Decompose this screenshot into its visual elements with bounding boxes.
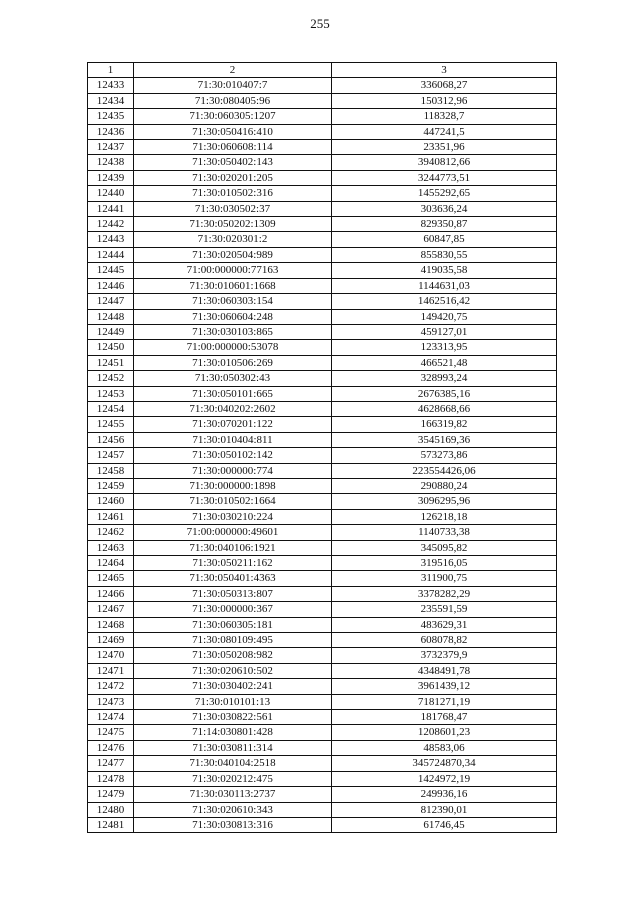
table-body bbox=[88, 63, 557, 833]
cadastral-number-cell: 71:30:010407:7 bbox=[134, 78, 332, 93]
page-number: 255 bbox=[310, 16, 330, 31]
table-row bbox=[88, 401, 557, 416]
cadastral-number-cell: 71:30:080109:495 bbox=[134, 633, 332, 648]
cadastral-number-cell: 71:30:040202:2602 bbox=[134, 401, 332, 416]
value-cell: 319516,05 bbox=[332, 556, 557, 571]
cadastral-number-cell: 71:30:050401:4363 bbox=[134, 571, 332, 586]
table-row bbox=[88, 802, 557, 817]
cadastral-number-cell: 71:30:040104:2518 bbox=[134, 756, 332, 771]
row-number-cell: 12473 bbox=[88, 694, 134, 709]
table-row bbox=[88, 232, 557, 247]
table-row bbox=[88, 417, 557, 432]
cadastral-number-cell: 71:30:020504:989 bbox=[134, 247, 332, 262]
value-cell: 459127,01 bbox=[332, 324, 557, 339]
row-number-cell: 12455 bbox=[88, 417, 134, 432]
row-number-cell: 12433 bbox=[88, 78, 134, 93]
table-row bbox=[88, 247, 557, 262]
row-number-cell: 12469 bbox=[88, 633, 134, 648]
value-cell: 235591,59 bbox=[332, 602, 557, 617]
table-row bbox=[88, 170, 557, 185]
row-number-cell: 12472 bbox=[88, 679, 134, 694]
table-row bbox=[88, 186, 557, 201]
row-number-cell: 12450 bbox=[88, 340, 134, 355]
row-number-cell: 12479 bbox=[88, 787, 134, 802]
table-row bbox=[88, 494, 557, 509]
table-row bbox=[88, 694, 557, 709]
value-cell: 23351,96 bbox=[332, 140, 557, 155]
cadastral-number-cell: 71:30:030811:314 bbox=[134, 740, 332, 755]
table-row bbox=[88, 586, 557, 601]
cadastral-number-cell: 71:30:010101:13 bbox=[134, 694, 332, 709]
cadastral-number-cell: 71:00:000000:53078 bbox=[134, 340, 332, 355]
row-number-cell: 12445 bbox=[88, 263, 134, 278]
value-cell: 3961439,12 bbox=[332, 679, 557, 694]
value-cell: 3732379,9 bbox=[332, 648, 557, 663]
table-row bbox=[88, 679, 557, 694]
cadastral-number-cell: 71:30:020301:2 bbox=[134, 232, 332, 247]
table-row bbox=[88, 663, 557, 678]
table-row bbox=[88, 309, 557, 324]
cadastral-number-cell: 71:30:030402:241 bbox=[134, 679, 332, 694]
cadastral-number-cell: 71:30:030502:37 bbox=[134, 201, 332, 216]
cadastral-number-cell: 71:30:050416:410 bbox=[134, 124, 332, 139]
value-cell: 1424972,19 bbox=[332, 771, 557, 786]
row-number-cell: 12475 bbox=[88, 725, 134, 740]
row-number-cell: 12480 bbox=[88, 802, 134, 817]
table-row bbox=[88, 109, 557, 124]
table-row bbox=[88, 278, 557, 293]
cadastral-number-cell: 71:30:050302:43 bbox=[134, 371, 332, 386]
value-cell: 7181271,19 bbox=[332, 694, 557, 709]
value-cell: 249936,16 bbox=[332, 787, 557, 802]
row-number-cell: 12434 bbox=[88, 93, 134, 108]
value-cell: 1208601,23 bbox=[332, 725, 557, 740]
row-number-cell: 12448 bbox=[88, 309, 134, 324]
table-row bbox=[88, 571, 557, 586]
value-cell: 3244773,51 bbox=[332, 170, 557, 185]
value-cell: 3545169,36 bbox=[332, 432, 557, 447]
cadastral-number-cell: 71:30:050101:665 bbox=[134, 386, 332, 401]
cadastral-number-cell: 71:30:050208:982 bbox=[134, 648, 332, 663]
table-row bbox=[88, 756, 557, 771]
cadastral-number-cell: 71:30:020610:502 bbox=[134, 663, 332, 678]
cadastral-number-cell: 71:30:030210:224 bbox=[134, 509, 332, 524]
row-number-cell: 12477 bbox=[88, 756, 134, 771]
table-row bbox=[88, 124, 557, 139]
value-cell: 483629,31 bbox=[332, 617, 557, 632]
table-row bbox=[88, 725, 557, 740]
table-row bbox=[88, 294, 557, 309]
row-number-cell: 12461 bbox=[88, 509, 134, 524]
row-number-cell: 12436 bbox=[88, 124, 134, 139]
row-number-cell: 12435 bbox=[88, 109, 134, 124]
cadastral-number-cell: 71:30:010404:811 bbox=[134, 432, 332, 447]
row-number-cell: 12437 bbox=[88, 140, 134, 155]
table-row bbox=[88, 386, 557, 401]
value-cell: 303636,24 bbox=[332, 201, 557, 216]
row-number-cell: 12470 bbox=[88, 648, 134, 663]
data-table bbox=[87, 62, 557, 833]
cadastral-number-cell: 71:30:010601:1668 bbox=[134, 278, 332, 293]
cadastral-number-cell: 71:30:030113:2737 bbox=[134, 787, 332, 802]
cadastral-number-cell: 71:30:050202:1309 bbox=[134, 217, 332, 232]
cadastral-number-cell: 71:30:030103:865 bbox=[134, 324, 332, 339]
value-cell: 1462516,42 bbox=[332, 294, 557, 309]
cadastral-number-cell: 71:30:060303:154 bbox=[134, 294, 332, 309]
row-number-cell: 12458 bbox=[88, 463, 134, 478]
value-cell: 1140733,38 bbox=[332, 525, 557, 540]
cadastral-number-cell: 71:30:080405:96 bbox=[134, 93, 332, 108]
table-row bbox=[88, 355, 557, 370]
value-cell: 345724870,34 bbox=[332, 756, 557, 771]
cadastral-number-cell: 71:30:010506:269 bbox=[134, 355, 332, 370]
row-number-cell: 12438 bbox=[88, 155, 134, 170]
cadastral-number-cell: 71:30:050313:807 bbox=[134, 586, 332, 601]
cadastral-number-cell: 71:30:060608:114 bbox=[134, 140, 332, 155]
table-row bbox=[88, 617, 557, 632]
value-cell: 2676385,16 bbox=[332, 386, 557, 401]
table-row bbox=[88, 710, 557, 725]
value-cell: 126218,18 bbox=[332, 509, 557, 524]
row-number-cell: 12476 bbox=[88, 740, 134, 755]
cadastral-number-cell: 71:30:050102:142 bbox=[134, 448, 332, 463]
table-row bbox=[88, 509, 557, 524]
table-row bbox=[88, 201, 557, 216]
cadastral-number-cell: 71:30:020201:205 bbox=[134, 170, 332, 185]
cadastral-number-cell: 71:30:060305:1207 bbox=[134, 109, 332, 124]
cadastral-number-cell: 71:30:040106:1921 bbox=[134, 540, 332, 555]
row-number-cell: 12466 bbox=[88, 586, 134, 601]
row-number-cell: 12456 bbox=[88, 432, 134, 447]
row-number-cell: 12440 bbox=[88, 186, 134, 201]
row-number-cell: 12467 bbox=[88, 602, 134, 617]
value-cell: 181768,47 bbox=[332, 710, 557, 725]
value-cell: 573273,86 bbox=[332, 448, 557, 463]
table-row bbox=[88, 740, 557, 755]
value-cell: 150312,96 bbox=[332, 93, 557, 108]
value-cell: 3940812,66 bbox=[332, 155, 557, 170]
value-cell: 311900,75 bbox=[332, 571, 557, 586]
table-row bbox=[88, 602, 557, 617]
header-cell-2: 2 bbox=[134, 63, 332, 78]
value-cell: 118328,7 bbox=[332, 109, 557, 124]
table-row bbox=[88, 324, 557, 339]
row-number-cell: 12444 bbox=[88, 247, 134, 262]
cadastral-number-cell: 71:00:000000:49601 bbox=[134, 525, 332, 540]
row-number-cell: 12452 bbox=[88, 371, 134, 386]
row-number-cell: 12460 bbox=[88, 494, 134, 509]
table-row bbox=[88, 771, 557, 786]
table-row bbox=[88, 432, 557, 447]
cadastral-number-cell: 71:30:030813:316 bbox=[134, 817, 332, 832]
row-number-cell: 12449 bbox=[88, 324, 134, 339]
value-cell: 829350,87 bbox=[332, 217, 557, 232]
cadastral-number-cell: 71:30:050402:143 bbox=[134, 155, 332, 170]
value-cell: 290880,24 bbox=[332, 478, 557, 493]
table-row bbox=[88, 448, 557, 463]
row-number-cell: 12474 bbox=[88, 710, 134, 725]
row-number-cell: 12439 bbox=[88, 170, 134, 185]
row-number-cell: 12454 bbox=[88, 401, 134, 416]
cadastral-number-cell: 71:30:030822:561 bbox=[134, 710, 332, 725]
cadastral-number-cell: 71:30:010502:316 bbox=[134, 186, 332, 201]
value-cell: 1144631,03 bbox=[332, 278, 557, 293]
cadastral-number-cell: 71:30:060305:181 bbox=[134, 617, 332, 632]
table-row bbox=[88, 217, 557, 232]
table-row bbox=[88, 263, 557, 278]
table-row bbox=[88, 463, 557, 478]
table-row bbox=[88, 648, 557, 663]
row-number-cell: 12453 bbox=[88, 386, 134, 401]
value-cell: 419035,58 bbox=[332, 263, 557, 278]
value-cell: 3378282,29 bbox=[332, 586, 557, 601]
row-number-cell: 12451 bbox=[88, 355, 134, 370]
value-cell: 48583,06 bbox=[332, 740, 557, 755]
value-cell: 149420,75 bbox=[332, 309, 557, 324]
table-row bbox=[88, 540, 557, 555]
row-number-cell: 12471 bbox=[88, 663, 134, 678]
value-cell: 4628668,66 bbox=[332, 401, 557, 416]
value-cell: 345095,82 bbox=[332, 540, 557, 555]
row-number-cell: 12457 bbox=[88, 448, 134, 463]
row-number-cell: 12463 bbox=[88, 540, 134, 555]
table-row bbox=[88, 525, 557, 540]
cadastral-number-cell: 71:30:070201:122 bbox=[134, 417, 332, 432]
header-cell-3: 3 bbox=[332, 63, 557, 78]
row-number-cell: 12478 bbox=[88, 771, 134, 786]
cadastral-number-cell: 71:30:010502:1664 bbox=[134, 494, 332, 509]
value-cell: 60847,85 bbox=[332, 232, 557, 247]
cadastral-number-cell: 71:30:060604:248 bbox=[134, 309, 332, 324]
table-row bbox=[88, 787, 557, 802]
table-row bbox=[88, 478, 557, 493]
cadastral-number-cell: 71:30:000000:1898 bbox=[134, 478, 332, 493]
row-number-cell: 12465 bbox=[88, 571, 134, 586]
row-number-cell: 12462 bbox=[88, 525, 134, 540]
value-cell: 336068,27 bbox=[332, 78, 557, 93]
table-row bbox=[88, 340, 557, 355]
value-cell: 812390,01 bbox=[332, 802, 557, 817]
table-row bbox=[88, 371, 557, 386]
row-number-cell: 12446 bbox=[88, 278, 134, 293]
row-number-cell: 12459 bbox=[88, 478, 134, 493]
row-number-cell: 12443 bbox=[88, 232, 134, 247]
table-row bbox=[88, 633, 557, 648]
cadastral-number-cell: 71:00:000000:77163 bbox=[134, 263, 332, 278]
table-row bbox=[88, 140, 557, 155]
cadastral-number-cell: 71:30:000000:367 bbox=[134, 602, 332, 617]
row-number-cell: 12441 bbox=[88, 201, 134, 216]
row-number-cell: 12442 bbox=[88, 217, 134, 232]
value-cell: 223554426,06 bbox=[332, 463, 557, 478]
cadastral-number-cell: 71:14:030801:428 bbox=[134, 725, 332, 740]
value-cell: 328993,24 bbox=[332, 371, 557, 386]
value-cell: 466521,48 bbox=[332, 355, 557, 370]
header-cell-1: 1 bbox=[88, 63, 134, 78]
value-cell: 608078,82 bbox=[332, 633, 557, 648]
table-row bbox=[88, 78, 557, 93]
row-number-cell: 12468 bbox=[88, 617, 134, 632]
table-header-row bbox=[88, 63, 557, 78]
table-row bbox=[88, 556, 557, 571]
value-cell: 4348491,78 bbox=[332, 663, 557, 678]
row-number-cell: 12481 bbox=[88, 817, 134, 832]
value-cell: 447241,5 bbox=[332, 124, 557, 139]
value-cell: 3096295,96 bbox=[332, 494, 557, 509]
table-row bbox=[88, 817, 557, 832]
table-row bbox=[88, 93, 557, 108]
value-cell: 166319,82 bbox=[332, 417, 557, 432]
value-cell: 123313,95 bbox=[332, 340, 557, 355]
cadastral-number-cell: 71:30:050211:162 bbox=[134, 556, 332, 571]
value-cell: 855830,55 bbox=[332, 247, 557, 262]
cadastral-number-cell: 71:30:000000:774 bbox=[134, 463, 332, 478]
row-number-cell: 12464 bbox=[88, 556, 134, 571]
table-row bbox=[88, 155, 557, 170]
cadastral-number-cell: 71:30:020610:343 bbox=[134, 802, 332, 817]
row-number-cell: 12447 bbox=[88, 294, 134, 309]
value-cell: 1455292,65 bbox=[332, 186, 557, 201]
cadastral-number-cell: 71:30:020212:475 bbox=[134, 771, 332, 786]
value-cell: 61746,45 bbox=[332, 817, 557, 832]
